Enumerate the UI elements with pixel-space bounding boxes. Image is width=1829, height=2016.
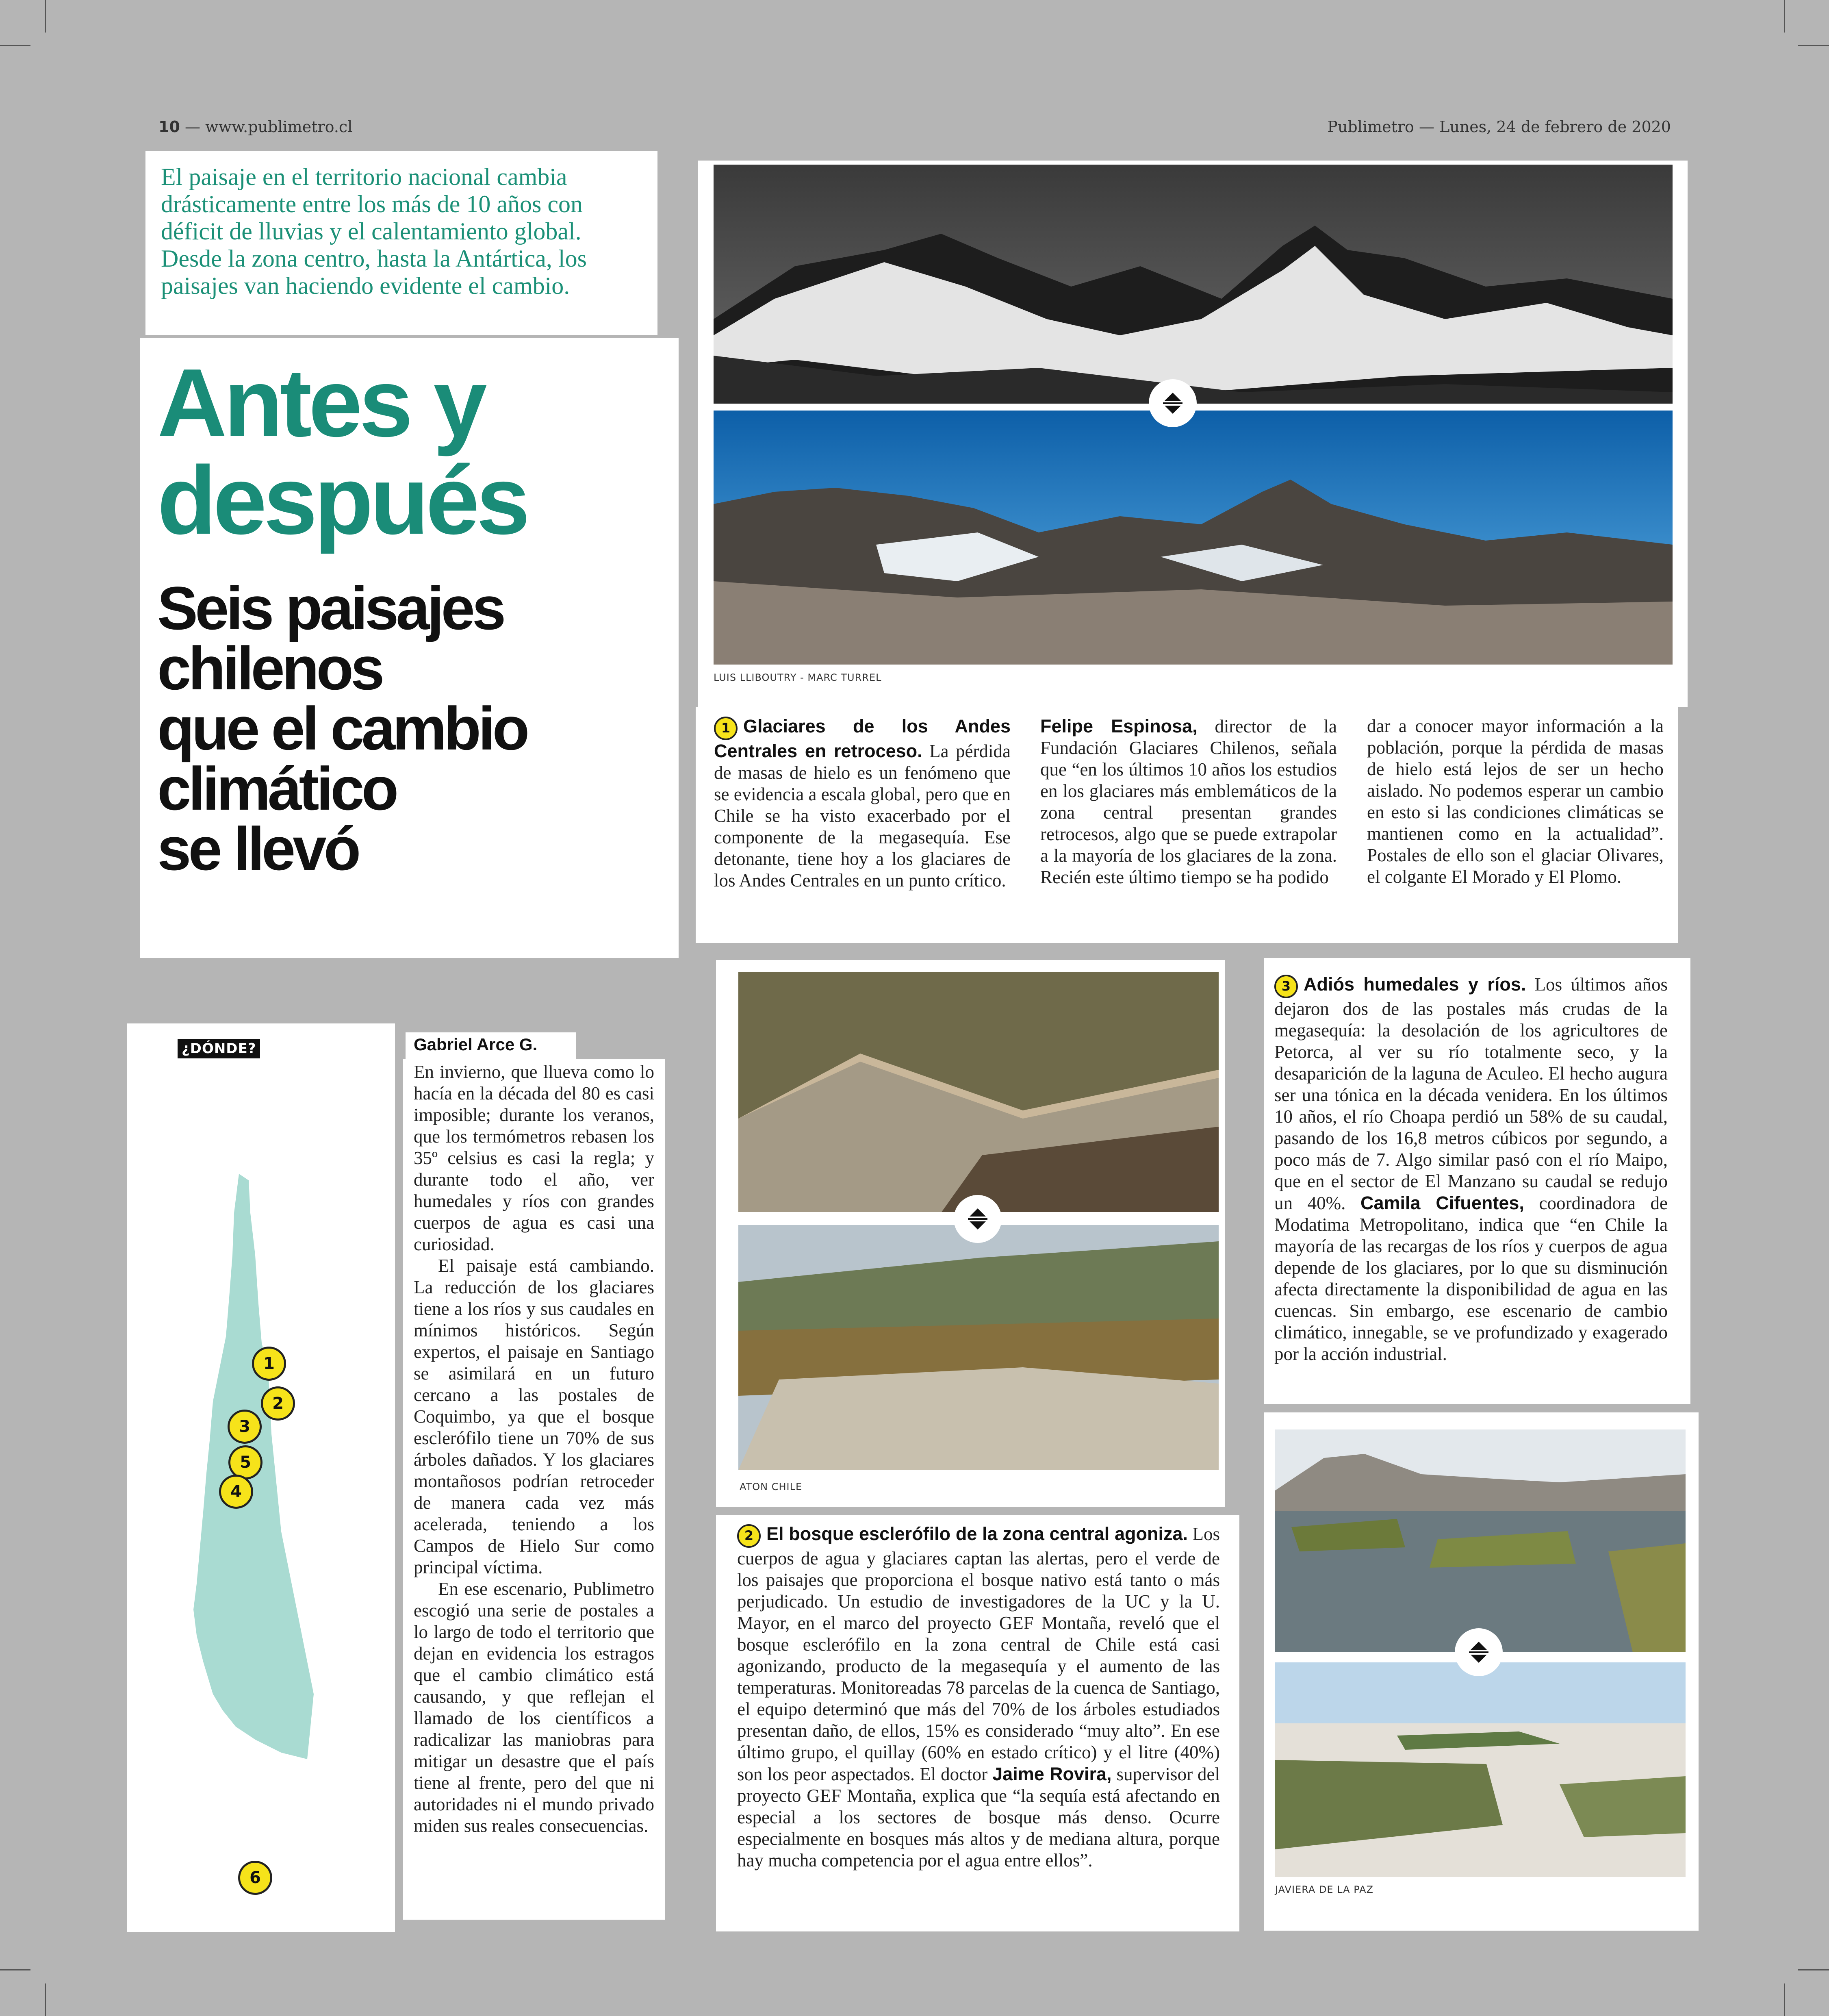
section-3-box xyxy=(1264,958,1690,1404)
section-1-number: 1 xyxy=(714,717,738,740)
section-2-box xyxy=(716,1515,1239,1931)
crop-mark xyxy=(1798,45,1829,46)
section-2-text-2: supervisor del proyecto GEF Montaña, explica que “la sequía está afectando en especial a los sectores de bosque más denso. Ocurre especialmente en bosques más altos y de mediana altura, porque hay mucha competencia por el agua entre ellos”. xyxy=(737,1764,1220,1870)
article-paragraph-3: En ese escenario, Publimetro escogió una serie de postales a lo largo de todo el territorio que dejan en evidencia los estragos que el cambio climático está causando, y que reflejan el llamado de los científicos a radicalizar las maniobras para mitigar un desastre que el país tiene al frente, pero del que ni autoridades ni el mundo privado miden sus reales consecuencias. xyxy=(414,1579,654,1836)
photo-credit-wetland: JAVIERA DE LA PAZ xyxy=(1275,1884,1373,1895)
crop-mark xyxy=(1784,1983,1785,2016)
before-after-toggle[interactable] xyxy=(1149,379,1197,427)
section-1-col-3-text: dar a conocer mayor información a la población, porque la pérdida de masas de hielo está lejos de ser un hecho aislado. No podemos esperar un cambio en esto si las condiciones climáticas se mantienen como en la actualidad”. Postales de ello son el glaciar Olivares, el colgante El Morado y El Plomo. xyxy=(1367,716,1664,887)
swap-arrows-icon xyxy=(1466,1639,1492,1665)
before-after-toggle[interactable] xyxy=(954,1195,1002,1243)
section-2-number: 2 xyxy=(737,1524,761,1548)
wetland-photo-after xyxy=(1275,1662,1686,1877)
crop-mark xyxy=(1798,1969,1829,1970)
section-1-col-3 xyxy=(1367,715,1664,888)
map-marker-4[interactable]: 4 xyxy=(219,1475,253,1509)
site-url: www.publimetro.cl xyxy=(205,118,353,136)
subheadline-line-3: que el cambio xyxy=(157,694,527,763)
map-box xyxy=(127,1023,395,1932)
headline-line-1: Antes y xyxy=(157,349,484,457)
section-1-col-2 xyxy=(1040,715,1337,888)
byline: Gabriel Arce G. xyxy=(406,1032,576,1061)
masthead: Publimetro xyxy=(1327,118,1414,136)
glacier-photo-before xyxy=(714,165,1673,404)
section-2-text-1: Los cuerpos de agua y glaciares captan las alertas, pero el verde de los paisajes que proporciona el bosque nativo está tanto o más perjudicado. Un estudio de investigadores de la UC y la U. Mayor, en el marco del proyecto GEF Montaña, reveló que el bosque esclerófilo en la zona central de Chile está casi agonizando, producto de la megasequía y el aumento de las temperaturas. Monitoreadas 78 parcelas de la cuenca de Santiago, el equipo determinó que más del 70% de los árboles estudiados presentan daño, de ellos, 15% es considerado “muy alto”. En ese último grupo, el quillay (60% en estado crítico) y el litre (40%) son los peor aspectados. El doctor xyxy=(737,1524,1220,1784)
crop-mark xyxy=(1784,0,1785,33)
section-1-col-1 xyxy=(714,715,1011,891)
wetland-photo-box xyxy=(1264,1412,1699,1931)
map-marker-2[interactable]: 2 xyxy=(261,1386,295,1421)
forest-photo-box xyxy=(716,960,1225,1507)
headline-line-2: después xyxy=(157,447,527,554)
section-3-number: 3 xyxy=(1274,975,1298,998)
before-after-toggle[interactable] xyxy=(1455,1628,1503,1676)
section-3-title: Adiós humedales y ríos. xyxy=(1304,974,1526,995)
page-folio-left: 10 — www.publimetro.cl xyxy=(158,118,353,136)
section-1-title: Glaciares de los Andes Centrales en retroceso. xyxy=(714,716,1011,761)
wetland-photo-before xyxy=(1275,1429,1686,1652)
article-paragraph-1: En invierno, que llueva como lo hacía en la década del 80 es casi imposible; durante los veranos, que los termómetros rebasen los 35º celsius es casi la regla; y durante todo el año, ver humedales y ríos con grandes cuerpos de agua es casi una curiosidad. xyxy=(414,1062,654,1254)
map-marker-5[interactable]: 5 xyxy=(228,1445,263,1479)
section-1-col-2-text: director de la Fundación Glaciares Chilenos, señala que “en los últimos 10 años los estudios en los glaciares más emblemáticos de la zona central presentan grandes retrocesos, algo que se puede extrapolar a la mayoría de los glaciares de la zona. Recién este último tiempo se ha podido xyxy=(1040,716,1337,887)
forest-photo-before xyxy=(738,972,1219,1212)
intro-box xyxy=(145,151,657,335)
photo-credit-glaciers: LUIS LLIBOUTRY - MARC TURREL xyxy=(714,672,882,683)
article-paragraph-2: El paisaje está cambiando. La reducción de los glaciares tiene a los ríos y sus caudales en mínimos históricos. Según expertos, el paisaje en Santiago se asimilará en un futuro cercano a las postales de Coquimbo, ya que el bosque esclerófilo tiene un 70% de sus árboles dañados. Y los glaciares montañosos podrían retroceder de manera cada vez más acelerada, teniendo a los Campos de Hielo Sur como principal víctima. xyxy=(414,1256,654,1577)
section-3-text-1: Los últimos años dejaron dos de las postales más crudas de la megasequía: la desolación de los agricultores de Petorca, al ver su río totalmente seco, y la desaparición de la laguna de Aculeo. El hecho augura ser una tónica en la década venidera. En los últimos 10 años, el río Choapa perdió un 58% de su caudal, pasando de los 16,8 metros cúbicos por segundo, a poco más de 7. Algo similar pasó con el río Maipo, que en el sector de El Manzano su caudal se redujo un 40%. xyxy=(1274,974,1668,1213)
subheadline-line-5: se llevó xyxy=(157,815,358,883)
forest-photo-after xyxy=(738,1225,1219,1470)
map-marker-3[interactable]: 3 xyxy=(228,1410,262,1444)
swap-arrows-icon xyxy=(965,1206,991,1232)
section-2-quote-name: Jaime Rovira, xyxy=(992,1763,1112,1784)
article-box xyxy=(403,1059,665,1920)
section-1-box xyxy=(696,707,1678,943)
crop-mark xyxy=(0,1969,30,1970)
photo-credit-forest: ATON CHILE xyxy=(740,1481,803,1492)
section-2-title: El bosque esclerófilo de la zona central agoniza. xyxy=(766,1523,1188,1544)
map-marker-1[interactable]: 1 xyxy=(252,1347,286,1381)
subheadline-line-4: climático xyxy=(157,754,396,823)
section-3-text-2: coordinadora de Modatima Metropolitano, indica que “en Chile la mayoría de las recargas de los ríos y cuerpos de agua depende de los glaciares, por lo que su disminución afecta directamente la disponibilidad de agua en las cuencas. Sin embargo, ese escenario de cambio climático, innegable, se ve profundizado y exagerado por la acción industrial. xyxy=(1274,1193,1668,1364)
section-3-quote-name: Camila Cifuentes, xyxy=(1360,1192,1524,1213)
glacier-photo-after xyxy=(714,411,1673,665)
page-folio-right: Publimetro — Lunes, 24 de febrero de 2020 xyxy=(1327,118,1671,136)
subheadline-line-2: chilenos xyxy=(157,634,382,702)
page-number: 10 xyxy=(158,118,180,136)
subheadline-line-1: Seis paisajes xyxy=(157,574,503,642)
glacier-photo-box xyxy=(698,161,1688,707)
map-tag: ¿DÓNDE? xyxy=(178,1039,260,1058)
section-1-col-1-text: La pérdida de masas de hielo es un fenómeno que se evidencia a escala global, pero que en Chile se ha visto exacerbado por el componente de la megasequía. Ese detonante, tiene hoy a los glaciares de los Andes Centrales en un punto crítico. xyxy=(714,741,1011,891)
map-marker-6[interactable]: 6 xyxy=(238,1861,272,1895)
issue-date: Lunes, 24 de febrero de 2020 xyxy=(1439,118,1671,136)
crop-mark xyxy=(0,45,30,46)
intro-text: El paisaje en el territorio nacional cambia drásticamente entre los más de 10 años con déficit de lluvias y el calentamiento global. Desde la zona centro, hasta la Antártica, los paisajes van haciendo evidente el cambio. xyxy=(161,163,587,299)
crop-mark xyxy=(45,1983,46,2016)
swap-arrows-icon xyxy=(1160,390,1186,416)
section-1-quote-name: Felipe Espinosa, xyxy=(1040,716,1198,736)
headline-box xyxy=(140,338,679,958)
crop-mark xyxy=(45,0,46,33)
